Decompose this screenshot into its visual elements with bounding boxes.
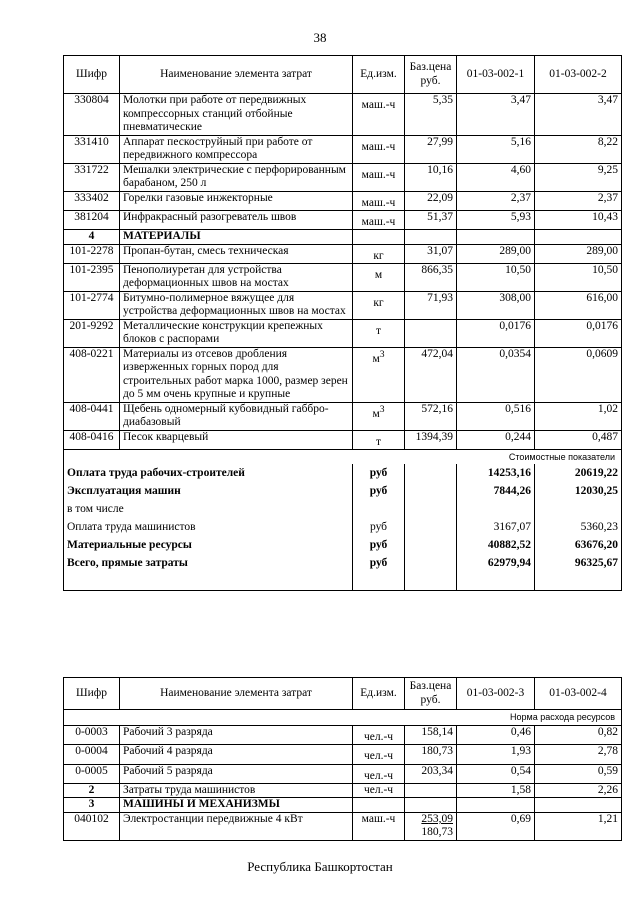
machine-value-1: 0,69 xyxy=(457,812,535,840)
cell-unit xyxy=(353,94,405,136)
table-row xyxy=(64,402,622,430)
cell-value-2: 0,0609 xyxy=(535,347,622,402)
cost-table-1 xyxy=(63,55,622,591)
cell-price: 51,37 xyxy=(405,210,457,229)
cost-table-2 xyxy=(63,677,622,841)
header-col2: 01-03-002-2 xyxy=(535,56,622,94)
cell-name: Мешалки электрические с перфорированным барабаном, 250 л xyxy=(120,163,353,191)
unit-text: м xyxy=(374,268,383,281)
cell-code: 408-0416 xyxy=(64,430,120,449)
unit-text: кг xyxy=(373,296,384,309)
unit-text: чел.-ч xyxy=(363,730,394,743)
cell-value-1: 0,0176 xyxy=(457,319,535,347)
cell-value-2: 0,0176 xyxy=(535,319,622,347)
table-row xyxy=(64,319,622,347)
cell-unit xyxy=(353,244,405,263)
table-row xyxy=(64,191,622,210)
summary-value-2: 96325,67 xyxy=(535,554,622,591)
labor-code: 2 xyxy=(64,783,120,798)
cell-name: Пропан-бутан, смесь техническая xyxy=(120,244,353,263)
table-row xyxy=(64,430,622,449)
table-row xyxy=(64,244,622,263)
cell-price: 866,35 xyxy=(405,263,457,291)
header-col3: 01-03-002-3 xyxy=(457,678,535,710)
cell-code: 101-2395 xyxy=(64,263,120,291)
cell-unit xyxy=(353,764,405,783)
cell-name: Щебень одномерный кубовидный габбро-диабазовый xyxy=(120,402,353,430)
cell-code: 0-0003 xyxy=(64,726,120,745)
cell-price: 5,35 xyxy=(405,94,457,136)
cell-unit xyxy=(353,263,405,291)
cell-value-1: 0,516 xyxy=(457,402,535,430)
header-price: Баз.цена руб. xyxy=(405,678,457,710)
labor-value-1: 1,58 xyxy=(457,783,535,798)
header-col4: 01-03-002-4 xyxy=(535,678,622,710)
cell-value-1: 5,16 xyxy=(457,135,535,163)
cell-code: 331410 xyxy=(64,135,120,163)
caption-row xyxy=(64,710,622,726)
summary-value-2: 63676,20 xyxy=(535,536,622,554)
cell-price: 1394,39 xyxy=(405,430,457,449)
summary-row xyxy=(64,536,622,554)
cell-value-1: 0,54 xyxy=(457,764,535,783)
section-title: МАТЕРИАЛЫ xyxy=(120,230,353,245)
table-row xyxy=(64,163,622,191)
labor-unit: чел.-ч xyxy=(353,783,405,798)
cell-name: Молотки при работе от передвижных компрессорных станций отбойные пневматические xyxy=(120,94,353,136)
cell-unit xyxy=(353,291,405,319)
cell-unit xyxy=(353,347,405,402)
cell-price: 31,07 xyxy=(405,244,457,263)
summary-value-1: 14253,16 xyxy=(457,464,535,482)
cell-value-2: 2,78 xyxy=(535,745,622,764)
section-title: МАШИНЫ И МЕХАНИЗМЫ xyxy=(120,798,353,813)
cell-value-1: 4,60 xyxy=(457,163,535,191)
cell-value-1: 10,50 xyxy=(457,263,535,291)
summary-value-2: 5360,23 xyxy=(535,518,622,536)
cell-value-2: 0,59 xyxy=(535,764,622,783)
header-code: Шифр xyxy=(64,678,120,710)
cell-value-2: 10,43 xyxy=(535,210,622,229)
header-unit: Ед.изм. xyxy=(353,678,405,710)
cell-code: 0-0004 xyxy=(64,745,120,764)
machine-unit: маш.-ч xyxy=(353,812,405,840)
summary-label: Оплата труда машинистов xyxy=(64,518,353,536)
summary-value-1: 40882,52 xyxy=(457,536,535,554)
cell-price: 180,73 xyxy=(405,745,457,764)
unit-text: маш.-ч xyxy=(361,215,396,228)
cell-code: 0-0005 xyxy=(64,764,120,783)
unit-text: т xyxy=(375,324,382,337)
section-code: 4 xyxy=(64,230,120,245)
summary-unit xyxy=(353,500,405,518)
cell-code: 408-0441 xyxy=(64,402,120,430)
summary-unit: руб xyxy=(353,554,405,591)
cell-unit xyxy=(353,402,405,430)
section-row-materials xyxy=(64,230,622,245)
cell-name: Аппарат пескоструйный при работе от передвижного компрессора xyxy=(120,135,353,163)
table-row xyxy=(64,347,622,402)
cell-value-1: 0,244 xyxy=(457,430,535,449)
summary-row xyxy=(64,500,622,518)
cell-value-1: 3,47 xyxy=(457,94,535,136)
cell-value-2: 2,37 xyxy=(535,191,622,210)
cell-code: 101-2774 xyxy=(64,291,120,319)
unit-text: маш.-ч xyxy=(361,196,396,209)
machine-price-top: 253,09 xyxy=(421,812,453,825)
cell-value-1: 289,00 xyxy=(457,244,535,263)
cell-code: 408-0221 xyxy=(64,347,120,402)
cell-value-1: 1,93 xyxy=(457,745,535,764)
table-header xyxy=(64,678,622,710)
unit-text: маш.-ч xyxy=(361,98,396,111)
cell-price: 472,04 xyxy=(405,347,457,402)
norms-caption: Норма расхода ресурсов xyxy=(64,710,622,726)
summary-label: Всего, прямые затраты xyxy=(64,554,353,591)
unit-exponent: 3 xyxy=(379,348,385,360)
cell-price: 27,99 xyxy=(405,135,457,163)
cell-name: Пенополиуретан для устройства деформационных швов на мостах xyxy=(120,263,353,291)
cell-unit xyxy=(353,191,405,210)
cell-unit xyxy=(353,163,405,191)
cell-name: Металлические конструкции крепежных блоков с распорами xyxy=(120,319,353,347)
summary-label: в том числе xyxy=(64,500,353,518)
section-code: 3 xyxy=(64,798,120,813)
cell-value-1: 0,0354 xyxy=(457,347,535,402)
summary-value-2 xyxy=(535,500,622,518)
summary-value-2: 20619,22 xyxy=(535,464,622,482)
cell-value-2: 1,02 xyxy=(535,402,622,430)
cell-name: Горелки газовые инжекторные xyxy=(120,191,353,210)
summary-row xyxy=(64,518,622,536)
machine-price-bottom: 180,73 xyxy=(421,826,453,839)
cell-price: 22,09 xyxy=(405,191,457,210)
header-col1: 01-03-002-1 xyxy=(457,56,535,94)
cell-code: 333402 xyxy=(64,191,120,210)
cell-value-2: 0,487 xyxy=(535,430,622,449)
unit-text: чел.-ч xyxy=(363,769,394,782)
cell-value-1: 2,37 xyxy=(457,191,535,210)
header-name: Наименование элемента затрат xyxy=(120,56,353,94)
cell-name: Материалы из отсевов дробления изверженных горных пород для строительных работ марка 1000, размер зерен до 5 мм очень крупные и крупные xyxy=(120,347,353,402)
labor-name: Затраты труда машинистов xyxy=(120,783,353,798)
cell-name: Инфракрасный разогреватель швов xyxy=(120,210,353,229)
unit-text: чел.-ч xyxy=(363,750,394,763)
machine-name: Электростанции передвижные 4 кВт xyxy=(120,812,353,840)
machine-value-2: 1,21 xyxy=(535,812,622,840)
table-row xyxy=(64,745,622,764)
cell-value-2: 8,22 xyxy=(535,135,622,163)
unit-text: м xyxy=(372,407,380,420)
cell-value-2: 289,00 xyxy=(535,244,622,263)
summary-unit: руб xyxy=(353,464,405,482)
summary-label: Оплата труда рабочих-строителей xyxy=(64,464,353,482)
cell-name: Битумно-полимерное вяжущее для устройства деформационных швов на мостах xyxy=(120,291,353,319)
page-number: 38 xyxy=(313,30,327,45)
summary-value-1: 62979,94 xyxy=(457,554,535,591)
table-row xyxy=(64,291,622,319)
table-row xyxy=(64,764,622,783)
header-name: Наименование элемента затрат xyxy=(120,678,353,710)
table-row xyxy=(64,726,622,745)
unit-text: м xyxy=(372,352,380,365)
summary-unit: руб xyxy=(353,518,405,536)
section-row-machines xyxy=(64,798,622,813)
cell-name: Песок кварцевый xyxy=(120,430,353,449)
table-row xyxy=(64,135,622,163)
cell-unit xyxy=(353,430,405,449)
cell-unit xyxy=(353,135,405,163)
header-unit: Ед.изм. xyxy=(353,56,405,94)
machine-price xyxy=(405,812,457,840)
summary-caption: Стоимостные показатели xyxy=(64,450,622,465)
cell-value-2: 0,82 xyxy=(535,726,622,745)
cell-code: 381204 xyxy=(64,210,120,229)
cell-value-1: 5,93 xyxy=(457,210,535,229)
cell-unit xyxy=(353,745,405,764)
summary-row xyxy=(64,464,622,482)
cell-name: Рабочий 5 разряда xyxy=(120,764,353,783)
cell-price: 158,14 xyxy=(405,726,457,745)
cell-price: 572,16 xyxy=(405,402,457,430)
summary-unit: руб xyxy=(353,482,405,500)
cell-price: 203,34 xyxy=(405,764,457,783)
summary-label: Эксплуатация машин xyxy=(64,482,353,500)
summary-value-1: 7844,26 xyxy=(457,482,535,500)
machine-row xyxy=(64,812,622,840)
cell-name: Рабочий 3 разряда xyxy=(120,726,353,745)
unit-text: т xyxy=(375,435,382,448)
machinist-labor-row xyxy=(64,783,622,798)
labor-value-2: 2,26 xyxy=(535,783,622,798)
summary-row xyxy=(64,554,622,591)
footer-region: Республика Башкортостан xyxy=(247,859,393,874)
summary-value-1 xyxy=(457,500,535,518)
cell-value-1: 0,46 xyxy=(457,726,535,745)
summary-value-2: 12030,25 xyxy=(535,482,622,500)
summary-unit: руб xyxy=(353,536,405,554)
table-row xyxy=(64,94,622,136)
cell-unit xyxy=(353,210,405,229)
cell-code: 201-9292 xyxy=(64,319,120,347)
table-row xyxy=(64,263,622,291)
summary-caption-row xyxy=(64,450,622,465)
cell-code: 331722 xyxy=(64,163,120,191)
cell-price: 10,16 xyxy=(405,163,457,191)
cell-value-2: 9,25 xyxy=(535,163,622,191)
cell-name: Рабочий 4 разряда xyxy=(120,745,353,764)
unit-text: маш.-ч xyxy=(361,140,396,153)
cell-code: 330804 xyxy=(64,94,120,136)
summary-label: Материальные ресурсы xyxy=(64,536,353,554)
machine-code: 040102 xyxy=(64,812,120,840)
summary-value-1: 3167,07 xyxy=(457,518,535,536)
cell-value-2: 616,00 xyxy=(535,291,622,319)
cell-price xyxy=(405,319,457,347)
header-code: Шифр xyxy=(64,56,120,94)
table-row xyxy=(64,210,622,229)
unit-text: кг xyxy=(373,249,384,262)
unit-text: маш.-ч xyxy=(361,168,396,181)
cell-value-1: 308,00 xyxy=(457,291,535,319)
cell-unit xyxy=(353,319,405,347)
cell-value-2: 3,47 xyxy=(535,94,622,136)
table-header xyxy=(64,56,622,94)
cell-unit xyxy=(353,726,405,745)
summary-row xyxy=(64,482,622,500)
header-price: Баз.цена руб. xyxy=(405,56,457,94)
cell-value-2: 10,50 xyxy=(535,263,622,291)
unit-exponent: 3 xyxy=(379,403,385,415)
cell-code: 101-2278 xyxy=(64,244,120,263)
cell-price: 71,93 xyxy=(405,291,457,319)
